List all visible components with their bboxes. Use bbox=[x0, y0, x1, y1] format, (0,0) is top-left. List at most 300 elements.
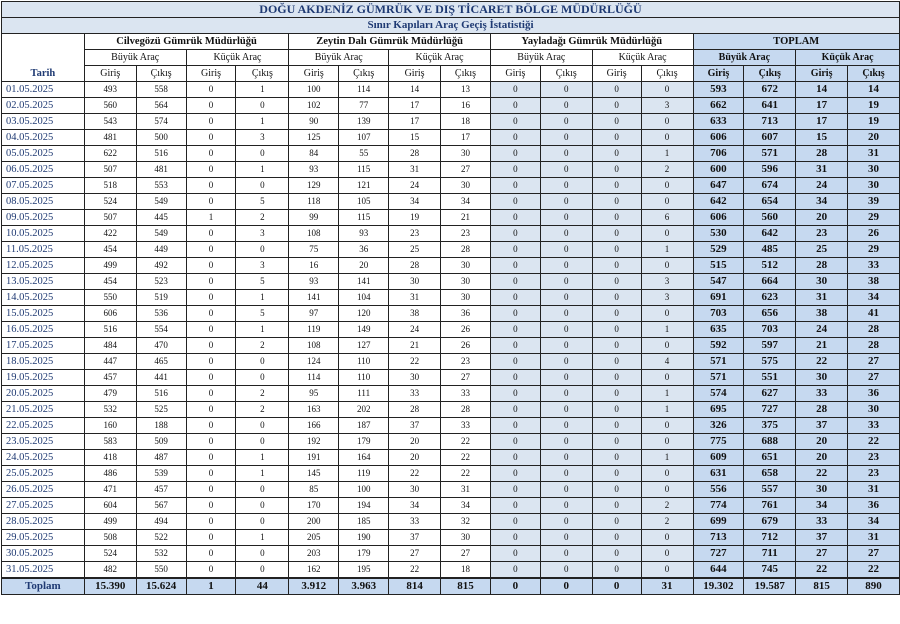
table-cell: 532 bbox=[84, 402, 136, 418]
table-row bbox=[2, 418, 900, 434]
table-cell: 33 bbox=[441, 386, 491, 402]
table-cell: 0 bbox=[186, 402, 236, 418]
table-cell: 703 bbox=[693, 306, 744, 322]
table-cell: 2 bbox=[236, 386, 289, 402]
table-cell: 0 bbox=[186, 514, 236, 530]
table-cell: 0 bbox=[236, 98, 289, 114]
table-row bbox=[2, 498, 900, 514]
table-cell: 0 bbox=[540, 530, 592, 546]
table-cell: 0 bbox=[490, 82, 540, 98]
direction-header: Giriş bbox=[796, 66, 848, 82]
table-cell: 24 bbox=[389, 322, 441, 338]
total-cell: 31 bbox=[641, 578, 693, 595]
row-date: 09.05.2025 bbox=[2, 210, 85, 226]
group-header-zeytin-dali: Zeytin Dalı Gümrük Müdürlüğü bbox=[289, 34, 491, 50]
table-cell: 0 bbox=[592, 402, 641, 418]
table-cell: 28 bbox=[796, 146, 848, 162]
direction-header: Çıkış bbox=[540, 66, 592, 82]
table-cell: 465 bbox=[136, 354, 186, 370]
table-cell: 14 bbox=[848, 82, 900, 98]
table-cell: 0 bbox=[592, 290, 641, 306]
table-cell: 0 bbox=[236, 546, 289, 562]
table-cell: 27 bbox=[848, 354, 900, 370]
table-cell: 30 bbox=[389, 482, 441, 498]
statistics-sheet bbox=[1, 1, 900, 595]
table-cell: 34 bbox=[796, 498, 848, 514]
table-cell: 31 bbox=[848, 530, 900, 546]
table-cell: 0 bbox=[236, 562, 289, 579]
table-cell: 656 bbox=[744, 306, 796, 322]
table-cell: 2 bbox=[641, 498, 693, 514]
vehicle-type-header: Küçük Araç bbox=[592, 50, 693, 66]
table-cell: 0 bbox=[490, 242, 540, 258]
table-cell: 529 bbox=[693, 242, 744, 258]
table-cell: 727 bbox=[744, 402, 796, 418]
table-cell: 449 bbox=[136, 242, 186, 258]
table-cell: 0 bbox=[641, 178, 693, 194]
table-cell: 507 bbox=[84, 162, 136, 178]
table-cell: 0 bbox=[641, 82, 693, 98]
direction-header: Giriş bbox=[84, 66, 136, 82]
table-cell: 418 bbox=[84, 450, 136, 466]
table-cell: 0 bbox=[186, 418, 236, 434]
table-cell: 21 bbox=[389, 338, 441, 354]
table-row bbox=[2, 386, 900, 402]
table-cell: 20 bbox=[848, 130, 900, 146]
row-date: 18.05.2025 bbox=[2, 354, 85, 370]
table-cell: 0 bbox=[641, 546, 693, 562]
table-cell: 0 bbox=[186, 498, 236, 514]
table-cell: 114 bbox=[339, 82, 389, 98]
table-cell: 539 bbox=[136, 466, 186, 482]
table-cell: 19 bbox=[389, 210, 441, 226]
table-cell: 499 bbox=[84, 514, 136, 530]
table-cell: 0 bbox=[592, 306, 641, 322]
table-cell: 0 bbox=[186, 338, 236, 354]
table-cell: 38 bbox=[848, 274, 900, 290]
table-cell: 0 bbox=[540, 338, 592, 354]
table-cell: 0 bbox=[592, 434, 641, 450]
row-date: 05.05.2025 bbox=[2, 146, 85, 162]
table-cell: 21 bbox=[796, 338, 848, 354]
table-cell: 0 bbox=[540, 306, 592, 322]
table-cell: 0 bbox=[540, 354, 592, 370]
table-cell: 5 bbox=[236, 306, 289, 322]
table-cell: 1 bbox=[236, 450, 289, 466]
table-cell: 1 bbox=[641, 450, 693, 466]
table-cell: 1 bbox=[641, 402, 693, 418]
table-cell: 0 bbox=[186, 258, 236, 274]
table-cell: 635 bbox=[693, 322, 744, 338]
table-cell: 745 bbox=[744, 562, 796, 579]
table-cell: 0 bbox=[186, 370, 236, 386]
total-cell: 0 bbox=[592, 578, 641, 595]
table-cell: 20 bbox=[796, 210, 848, 226]
table-row bbox=[2, 514, 900, 530]
table-cell: 1 bbox=[236, 322, 289, 338]
table-cell: 24 bbox=[389, 178, 441, 194]
table-cell: 115 bbox=[339, 162, 389, 178]
table-cell: 118 bbox=[289, 194, 339, 210]
table-cell: 642 bbox=[744, 226, 796, 242]
table-cell: 713 bbox=[744, 114, 796, 130]
row-date: 16.05.2025 bbox=[2, 322, 85, 338]
table-cell: 0 bbox=[236, 434, 289, 450]
table-cell: 1 bbox=[236, 162, 289, 178]
table-cell: 23 bbox=[441, 354, 491, 370]
table-row bbox=[2, 114, 900, 130]
table-cell: 1 bbox=[236, 530, 289, 546]
group-header-cilvegozu: Cilvegözü Gümrük Müdürlüğü bbox=[84, 34, 289, 50]
table-cell: 543 bbox=[84, 114, 136, 130]
table-cell: 0 bbox=[236, 354, 289, 370]
table-cell: 0 bbox=[186, 530, 236, 546]
table-cell: 0 bbox=[641, 482, 693, 498]
table-cell: 727 bbox=[693, 546, 744, 562]
table-cell: 664 bbox=[744, 274, 796, 290]
table-cell: 0 bbox=[186, 226, 236, 242]
table-cell: 129 bbox=[289, 178, 339, 194]
table-cell: 0 bbox=[490, 322, 540, 338]
table-cell: 2 bbox=[641, 162, 693, 178]
table-cell: 93 bbox=[289, 162, 339, 178]
table-cell: 22 bbox=[848, 562, 900, 579]
table-cell: 0 bbox=[490, 530, 540, 546]
table-cell: 26 bbox=[848, 226, 900, 242]
table-cell: 326 bbox=[693, 418, 744, 434]
table-cell: 574 bbox=[693, 386, 744, 402]
table-cell: 33 bbox=[848, 258, 900, 274]
table-cell: 507 bbox=[84, 210, 136, 226]
table-cell: 0 bbox=[592, 178, 641, 194]
table-cell: 34 bbox=[441, 498, 491, 514]
table-cell: 30 bbox=[441, 274, 491, 290]
table-cell: 0 bbox=[540, 562, 592, 579]
table-cell: 5 bbox=[236, 194, 289, 210]
total-cell: 15.624 bbox=[136, 578, 186, 595]
table-cell: 481 bbox=[136, 162, 186, 178]
table-cell: 0 bbox=[490, 194, 540, 210]
table-cell: 202 bbox=[339, 402, 389, 418]
table-cell: 0 bbox=[236, 178, 289, 194]
table-cell: 120 bbox=[339, 306, 389, 322]
table-cell: 55 bbox=[339, 146, 389, 162]
table-cell: 644 bbox=[693, 562, 744, 579]
table-cell: 0 bbox=[592, 354, 641, 370]
table-cell: 22 bbox=[796, 354, 848, 370]
table-row bbox=[2, 290, 900, 306]
table-cell: 31 bbox=[848, 482, 900, 498]
table-cell: 0 bbox=[641, 226, 693, 242]
table-cell: 27 bbox=[441, 546, 491, 562]
table-cell: 422 bbox=[84, 226, 136, 242]
table-cell: 2 bbox=[641, 514, 693, 530]
table-cell: 0 bbox=[490, 338, 540, 354]
table-cell: 200 bbox=[289, 514, 339, 530]
table-cell: 30 bbox=[389, 274, 441, 290]
table-cell: 0 bbox=[540, 290, 592, 306]
table-cell: 29 bbox=[848, 210, 900, 226]
table-cell: 583 bbox=[84, 434, 136, 450]
row-date: 02.05.2025 bbox=[2, 98, 85, 114]
table-row bbox=[2, 226, 900, 242]
table-cell: 0 bbox=[186, 562, 236, 579]
table-cell: 703 bbox=[744, 322, 796, 338]
table-cell: 627 bbox=[744, 386, 796, 402]
table-cell: 14 bbox=[389, 82, 441, 98]
table-cell: 110 bbox=[339, 354, 389, 370]
table-cell: 0 bbox=[641, 258, 693, 274]
table-cell: 0 bbox=[540, 418, 592, 434]
table-cell: 0 bbox=[592, 562, 641, 579]
table-cell: 31 bbox=[848, 146, 900, 162]
table-cell: 115 bbox=[339, 210, 389, 226]
table-cell: 0 bbox=[186, 98, 236, 114]
table-cell: 27 bbox=[389, 546, 441, 562]
table-cell: 38 bbox=[796, 306, 848, 322]
table-cell: 0 bbox=[592, 258, 641, 274]
table-cell: 28 bbox=[441, 242, 491, 258]
row-date: 13.05.2025 bbox=[2, 274, 85, 290]
total-cell: 890 bbox=[848, 578, 900, 595]
table-cell: 95 bbox=[289, 386, 339, 402]
table-cell: 0 bbox=[186, 146, 236, 162]
table-cell: 0 bbox=[540, 98, 592, 114]
table-cell: 530 bbox=[693, 226, 744, 242]
table-cell: 85 bbox=[289, 482, 339, 498]
table-cell: 102 bbox=[289, 98, 339, 114]
table-cell: 0 bbox=[540, 114, 592, 130]
table-cell: 31 bbox=[389, 162, 441, 178]
table-cell: 551 bbox=[744, 370, 796, 386]
table-cell: 515 bbox=[693, 258, 744, 274]
table-cell: 139 bbox=[339, 114, 389, 130]
table-cell: 20 bbox=[796, 434, 848, 450]
table-cell: 623 bbox=[744, 290, 796, 306]
table-cell: 17 bbox=[441, 130, 491, 146]
table-cell: 0 bbox=[490, 466, 540, 482]
table-cell: 0 bbox=[540, 130, 592, 146]
table-cell: 16 bbox=[441, 98, 491, 114]
table-cell: 34 bbox=[848, 514, 900, 530]
table-cell: 0 bbox=[592, 194, 641, 210]
direction-header: Çıkış bbox=[848, 66, 900, 82]
table-cell: 3 bbox=[641, 290, 693, 306]
vehicle-type-header: Büyük Araç bbox=[289, 50, 389, 66]
row-date: 31.05.2025 bbox=[2, 562, 85, 579]
table-cell: 30 bbox=[796, 274, 848, 290]
table-cell: 0 bbox=[236, 498, 289, 514]
table-cell: 19 bbox=[848, 98, 900, 114]
table-cell: 0 bbox=[540, 546, 592, 562]
direction-header: Çıkış bbox=[339, 66, 389, 82]
table-cell: 622 bbox=[84, 146, 136, 162]
date-column-header: Tarih bbox=[2, 34, 85, 82]
table-cell: 0 bbox=[490, 546, 540, 562]
table-cell: 100 bbox=[289, 82, 339, 98]
table-cell: 30 bbox=[441, 258, 491, 274]
table-cell: 0 bbox=[592, 226, 641, 242]
table-cell: 532 bbox=[136, 546, 186, 562]
table-cell: 1 bbox=[641, 146, 693, 162]
table-cell: 0 bbox=[592, 322, 641, 338]
table-cell: 0 bbox=[236, 418, 289, 434]
table-cell: 574 bbox=[136, 114, 186, 130]
direction-header: Giriş bbox=[592, 66, 641, 82]
table-cell: 30 bbox=[441, 178, 491, 194]
totals-label: Toplam bbox=[2, 578, 85, 595]
table-cell: 22 bbox=[796, 466, 848, 482]
table-row bbox=[2, 98, 900, 114]
table-cell: 484 bbox=[84, 338, 136, 354]
table-cell: 97 bbox=[289, 306, 339, 322]
table-cell: 30 bbox=[441, 146, 491, 162]
table-cell: 0 bbox=[490, 210, 540, 226]
table-cell: 688 bbox=[744, 434, 796, 450]
table-cell: 470 bbox=[136, 338, 186, 354]
total-cell: 3.963 bbox=[339, 578, 389, 595]
table-cell: 606 bbox=[693, 130, 744, 146]
table-cell: 761 bbox=[744, 498, 796, 514]
table-cell: 558 bbox=[136, 82, 186, 98]
table-cell: 523 bbox=[136, 274, 186, 290]
vehicle-type-header: Büyük Araç bbox=[84, 50, 186, 66]
total-cell: 15.390 bbox=[84, 578, 136, 595]
table-cell: 454 bbox=[84, 242, 136, 258]
table-cell: 1 bbox=[236, 466, 289, 482]
table-cell: 1 bbox=[641, 322, 693, 338]
table-cell: 1 bbox=[236, 82, 289, 98]
table-cell: 0 bbox=[236, 370, 289, 386]
direction-header: Giriş bbox=[186, 66, 236, 82]
table-cell: 0 bbox=[540, 466, 592, 482]
row-date: 22.05.2025 bbox=[2, 418, 85, 434]
table-cell: 3 bbox=[236, 130, 289, 146]
table-cell: 524 bbox=[84, 194, 136, 210]
table-row bbox=[2, 482, 900, 498]
table-cell: 0 bbox=[641, 194, 693, 210]
table-cell: 662 bbox=[693, 98, 744, 114]
table-cell: 3 bbox=[641, 98, 693, 114]
table-cell: 1 bbox=[186, 210, 236, 226]
table-cell: 0 bbox=[592, 386, 641, 402]
table-cell: 0 bbox=[592, 242, 641, 258]
table-cell: 36 bbox=[339, 242, 389, 258]
table-cell: 2 bbox=[236, 402, 289, 418]
table-cell: 77 bbox=[339, 98, 389, 114]
table-cell: 30 bbox=[848, 162, 900, 178]
table-cell: 0 bbox=[490, 450, 540, 466]
table-cell: 84 bbox=[289, 146, 339, 162]
table-row bbox=[2, 242, 900, 258]
direction-header: Giriş bbox=[693, 66, 744, 82]
table-cell: 0 bbox=[641, 562, 693, 579]
table-cell: 26 bbox=[441, 338, 491, 354]
table-cell: 0 bbox=[641, 338, 693, 354]
table-cell: 0 bbox=[186, 482, 236, 498]
row-date: 27.05.2025 bbox=[2, 498, 85, 514]
table-cell: 33 bbox=[796, 514, 848, 530]
table-cell: 593 bbox=[693, 82, 744, 98]
table-cell: 18 bbox=[441, 114, 491, 130]
table-cell: 0 bbox=[186, 130, 236, 146]
table-cell: 166 bbox=[289, 418, 339, 434]
table-cell: 571 bbox=[693, 354, 744, 370]
table-cell: 25 bbox=[389, 242, 441, 258]
table-cell: 0 bbox=[592, 210, 641, 226]
table-cell: 512 bbox=[744, 258, 796, 274]
table-cell: 105 bbox=[339, 194, 389, 210]
table-cell: 0 bbox=[592, 466, 641, 482]
table-cell: 642 bbox=[693, 194, 744, 210]
total-cell: 814 bbox=[389, 578, 441, 595]
table-row bbox=[2, 450, 900, 466]
table-cell: 0 bbox=[592, 418, 641, 434]
table-cell: 28 bbox=[389, 258, 441, 274]
table-cell: 441 bbox=[136, 370, 186, 386]
table-cell: 486 bbox=[84, 466, 136, 482]
table-cell: 22 bbox=[389, 354, 441, 370]
table-cell: 33 bbox=[441, 418, 491, 434]
table-cell: 34 bbox=[441, 194, 491, 210]
row-date: 04.05.2025 bbox=[2, 130, 85, 146]
table-cell: 0 bbox=[186, 434, 236, 450]
table-row bbox=[2, 434, 900, 450]
table-cell: 1 bbox=[236, 114, 289, 130]
table-cell: 0 bbox=[490, 130, 540, 146]
table-cell: 481 bbox=[84, 130, 136, 146]
table-cell: 0 bbox=[490, 226, 540, 242]
table-cell: 22 bbox=[389, 562, 441, 579]
table-cell: 550 bbox=[84, 290, 136, 306]
table-cell: 27 bbox=[848, 546, 900, 562]
table-cell: 20 bbox=[796, 450, 848, 466]
table-cell: 0 bbox=[186, 178, 236, 194]
total-cell: 0 bbox=[490, 578, 540, 595]
vehicle-crossing-table bbox=[1, 1, 900, 595]
table-row bbox=[2, 338, 900, 354]
table-cell: 38 bbox=[389, 306, 441, 322]
table-cell: 654 bbox=[744, 194, 796, 210]
direction-header: Giriş bbox=[490, 66, 540, 82]
row-date: 23.05.2025 bbox=[2, 434, 85, 450]
table-cell: 0 bbox=[490, 98, 540, 114]
table-cell: 23 bbox=[389, 226, 441, 242]
table-cell: 0 bbox=[490, 146, 540, 162]
table-cell: 547 bbox=[693, 274, 744, 290]
total-cell: 0 bbox=[540, 578, 592, 595]
table-cell: 0 bbox=[540, 258, 592, 274]
table-cell: 0 bbox=[490, 498, 540, 514]
table-cell: 111 bbox=[339, 386, 389, 402]
table-cell: 28 bbox=[441, 402, 491, 418]
table-cell: 471 bbox=[84, 482, 136, 498]
table-row bbox=[2, 322, 900, 338]
table-cell: 195 bbox=[339, 562, 389, 579]
table-cell: 28 bbox=[848, 338, 900, 354]
row-date: 14.05.2025 bbox=[2, 290, 85, 306]
table-cell: 26 bbox=[441, 322, 491, 338]
table-cell: 141 bbox=[339, 274, 389, 290]
table-cell: 108 bbox=[289, 226, 339, 242]
table-cell: 23 bbox=[441, 226, 491, 242]
direction-header: Çıkış bbox=[641, 66, 693, 82]
table-cell: 36 bbox=[441, 306, 491, 322]
table-cell: 592 bbox=[693, 338, 744, 354]
table-cell: 0 bbox=[592, 114, 641, 130]
row-date: 03.05.2025 bbox=[2, 114, 85, 130]
total-cell: 1 bbox=[186, 578, 236, 595]
